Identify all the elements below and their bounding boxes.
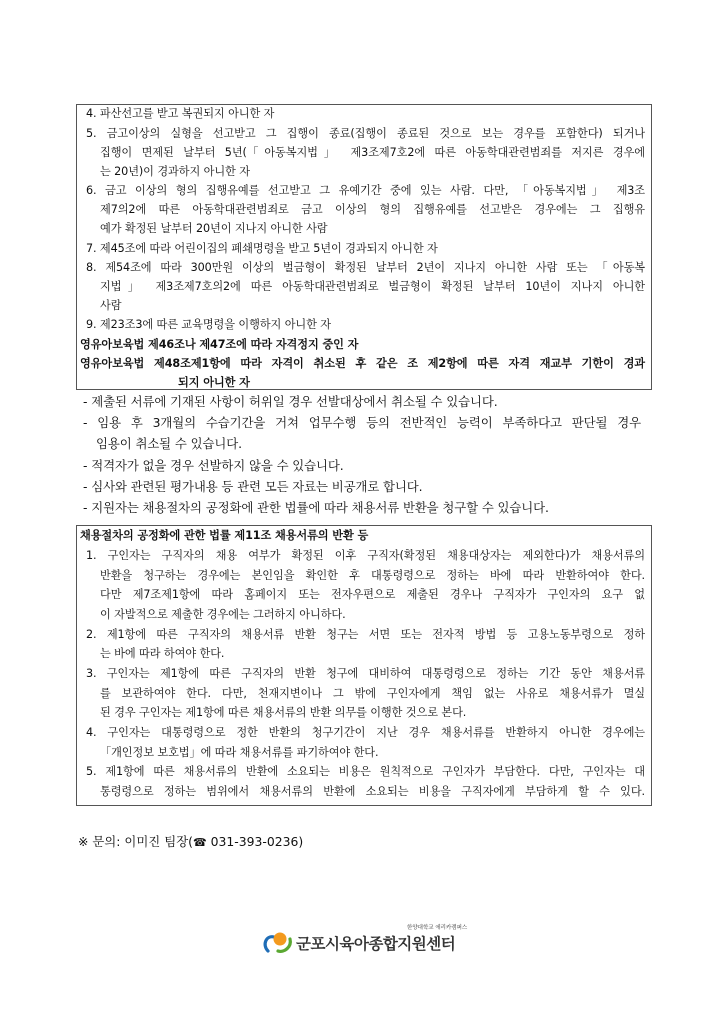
box2-line: 는 바에 따라 하여야 한다.	[100, 647, 225, 660]
box2-line: 통령령으로 정하는 범위에서 채용서류의 반환에 소요되는 비용을 구직자에게 부담하게 할 수 있다.	[100, 785, 645, 798]
box2-line: 다만 제7조제1항에 따라 홈페이지 또는 전자우편으로 제출된 경우나 구직자가 구인자의 요구 없	[100, 588, 645, 601]
note-line: - 임용 후 3개월의 수습기간을 거쳐 업무수행 등의 전반적인 능력이 부족하다고 판단될 경우	[83, 415, 641, 430]
box1-line: 9. 제23조3에 따른 교육명령을 이행하지 아니한 자	[86, 318, 331, 331]
box1-line: 는 20년)이 경과하지 아니한 자	[100, 165, 250, 178]
box2-line: 1. 구인자는 구직자의 채용 여부가 확정된 이후 구직자(확정된 채용대상자는 제외한다)가 채용서류의	[86, 549, 645, 562]
note-line: - 적격자가 없을 경우 선발하지 않을 수 있습니다.	[83, 458, 344, 473]
contact-prefix: ※ 문의: 이미진 팀장(	[78, 834, 193, 849]
box2-line: 반환을 청구하는 경우에는 본인임을 확인한 후 대통령령으로 정하는 바에 따라 반환하여야 한다.	[100, 569, 645, 582]
box1-line: 사람	[100, 299, 122, 312]
box1-bold-line: 되지 아니한 자	[178, 376, 250, 389]
box2-line: 4. 구인자는 대통령령으로 정한 반환의 청구기간이 지난 경우 채용서류를 반환하지 아니한 경우에는	[86, 726, 645, 739]
box1-bold-line: 영유아보육법 제48조제1항에 따라 자격이 취소된 후 같은 조 제2항에 따른 자격 재교부 기한이 경과	[80, 357, 645, 370]
box1-line: 집행이 면제된 날부터 5년(「아동복지법」 제3조제7호2에 따른 아동학대관련범죄를 저지른 경우에	[100, 146, 645, 159]
box2-line: 「개인정보 보호법」에 따라 채용서류를 파기하여야 한다.	[100, 746, 379, 759]
box1-bold-line: 영유아보육법 제46조나 제47조에 따라 자격정지 중인 자	[80, 338, 359, 351]
contact-info	[78, 832, 303, 850]
box2-line: 3. 구인자는 제1항에 따른 구직자의 반환 청구에 대비하여 대통령령으로 정하는 기간 동안 채용서류	[86, 667, 645, 680]
box1-line: 지법」 제3조제7호의2에 따른 아동학대관련범죄로 벌금형이 확정된 날부터 10년이 지나지 아니한	[100, 280, 645, 293]
center-logo	[262, 923, 468, 959]
contact-number: 031-393-0236)	[206, 834, 304, 849]
note-line: 임용이 취소될 수 있습니다.	[96, 436, 242, 451]
box1-line: 4. 파산선고를 받고 복권되지 아니한 자	[86, 107, 275, 120]
logo-mark-icon	[262, 931, 294, 955]
document-return-box	[76, 525, 652, 806]
box2-line: 된 경우 구인자는 제1항에 따른 채용서류의 반환 의무를 이행한 것으로 본다.	[100, 706, 467, 719]
box1-line: 7. 제45조에 따라 어린이집의 폐쇄명령을 받고 5년이 경과되지 아니한 자	[86, 242, 438, 255]
box1-line: 5. 금고이상의 실형을 선고받고 그 집행이 종료(집행이 종료된 것으로 보는 경우를 포함한다) 되거나	[86, 127, 645, 140]
box2-line: 5. 제1항에 따른 채용서류의 반환에 소요되는 비용은 원칙적으로 구인자가 부담한다. 다만, 구인자는 대	[86, 765, 645, 778]
note-line: - 심사와 관련된 평가내용 등 관련 모든 자료는 비공개로 합니다.	[83, 479, 423, 494]
note-line: - 제출된 서류에 기재된 사항이 허위일 경우 선발대상에서 취소될 수 있습니다.	[83, 394, 498, 409]
box2-heading: 채용절차의 공정화에 관한 법률 제11조 채용서류의 반환 등	[80, 529, 369, 542]
box1-line: 6. 금고 이상의 형의 집행유예를 선고받고 그 유예기간 중에 있는 사람. 다만, 「아동복지법」 제3조	[86, 184, 645, 197]
box2-line: 이 자발적으로 제출한 경우에는 그러하지 아니하다.	[100, 608, 346, 621]
box1-line: 8. 제54조에 따라 300만원 이상의 벌금형이 확정된 날부터 2년이 지나지 아니한 사람 또는 「아동복	[86, 261, 645, 274]
logo-name: 군포시육아종합지원센터	[296, 935, 456, 953]
phone-icon: ☎	[193, 836, 207, 849]
note-line: - 지원자는 채용절차의 공정화에 관한 법률에 따라 채용서류 반환을 청구할 수 있습니다.	[83, 500, 549, 515]
logo-subtext: 한양대학교 에리카캠퍼스	[407, 925, 468, 931]
box1-line: 제7의2에 따른 아동학대관련범죄로 금고 이상의 형의 집행유예를 선고받은 경우에는 그 집행유	[100, 203, 645, 216]
box1-line: 예가 확정된 날부터 20년이 지나지 아니한 사람	[100, 222, 328, 235]
box2-line: 를 보관하여야 한다. 다만, 천재지변이나 그 밖에 구인자에게 책임 없는 사유로 채용서류가 멸실	[100, 687, 645, 700]
box2-line: 2. 제1항에 따른 구직자의 채용서류 반환 청구는 서면 또는 전자적 방법 등 고용노동부령으로 정하	[86, 628, 645, 641]
